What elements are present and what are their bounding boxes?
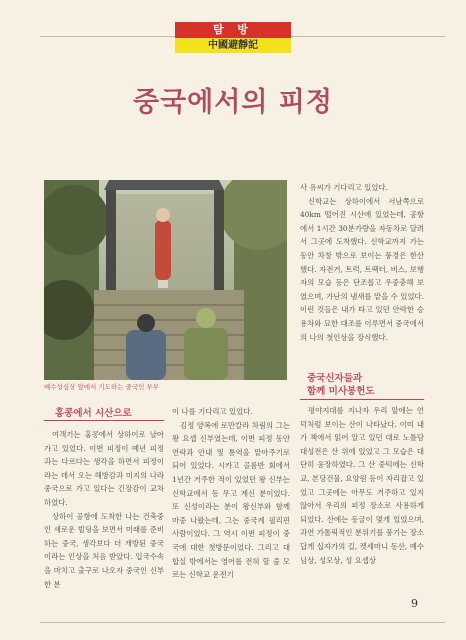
paragraph: 신학교는 상하이에서 서남쪽으로 40km 떨어진 시산에 있었는데, 공항에서 1시간 30분가량을 자동차로 달려서 그곳에 도착했다. 신학교까지 가는 동안 차창 밖으로 보이는 풍경은 한산했다. 자전거, 트럭, 트랙터, 버스, 보행자의 모습 등은 단조롭고 우중충해 보였으며, 가난의 냄새를 맡을 수 있었다. 이런 것들은 내가 타고 있던 안락한 승용차와 묘한 대조를 이루면서 중국에서의 나의 첫인상을 장식했다. [300,196,424,342]
section2-heading [307,372,417,398]
paragraph: 이 나를 기다리고 있었다. [172,407,253,416]
column-2 [172,405,290,618]
chapel-photo-illustration [44,180,287,380]
section-label: 탐 방 [175,22,291,38]
section2-heading-line2: 함께 미사봉헌도 [307,386,375,397]
section1-heading: 홍콩에서 시산으로 [55,408,132,419]
column-3 [300,181,424,366]
chapel-photo [44,180,287,380]
page-title: 중국에서의 피정 [133,87,333,118]
bottom-rule [40,622,445,623]
paragraph: 상하이 공항에 도착한 나는 건축중인 새로운 빌딩을 보면서 미래를 준비하는 중국, 생각보다 더 개방된 중국이라는 인상을 처음 받았다. 입국수속을 마치고 출구로 나오자 중국인 신부 한 분 [44,511,164,589]
photo-caption: 예수성심상 앞에서 기도하는 중국인 부부 [44,383,160,391]
paragraph: 여객기는 홍콩에서 상하이로 날아가고 있었다. 이번 피정이 예년 피정과는 다르다는 생각을 하면서 피정이라는 데서 오는 해방감과 미지의 나라 중국으로 가고 있다는 긴장감이 교차하였다. [44,430,164,507]
column-4 [300,404,424,618]
section1-rule [44,420,164,421]
page-number: 9 [411,597,418,610]
paragraph: 평야지대를 지나자 우리 앞에는 언덕처럼 보이는 산이 나타났다. 이미 내가 책에서 읽어 알고 있던 대로 노틀담 대성전은 산 위에 있었고 그 모습은 대단히 웅장하였다. 그 산 중턱에는 신학교, 본당건물, 요양원 등이 자리잡고 있었고 그곳에는 아무도 거주하고 있지 않아서 우리의 피정 장소로 사용하게 되었다. 산에는 동굴이 몇개 있었으며, 과연 가톨릭적인 분위기를 풍기는 장소답게 십자가의 길, 켓세마니 동산, 예수님상, 성모상, 성 요셉상 [300,406,424,565]
column-1 [44,428,164,618]
section2-rule [300,399,424,400]
paragraph: 사 유씨가 기다리고 있었다. [300,183,388,192]
series-label: 中國避靜記 [175,38,291,53]
section2-heading-line1: 중국신자들과 [307,373,363,384]
paragraph: 김정 양복에 로만칼라 차림의 그는 왕 요셉 신부였는데, 이번 피정 동안 연락과 안내 및 통역을 맡아주기로 되어 있었다. 시카고 골롬반 회에서 1년간 거주한 적이 있었던 왕 신부는 신학교에서 등 무고 계신 분이었다. 또 신성이라는 분이 왕신부와 함께 마중 나왔는데, 그는 중국계 필리핀 사람이었다. 그 역시 이번 피정이 중국에 대한 첫방문이었다. 그리고 대합실 밖에서는 영어를 전혀 할 줄 모르는 신학교 운전기 [172,420,290,580]
